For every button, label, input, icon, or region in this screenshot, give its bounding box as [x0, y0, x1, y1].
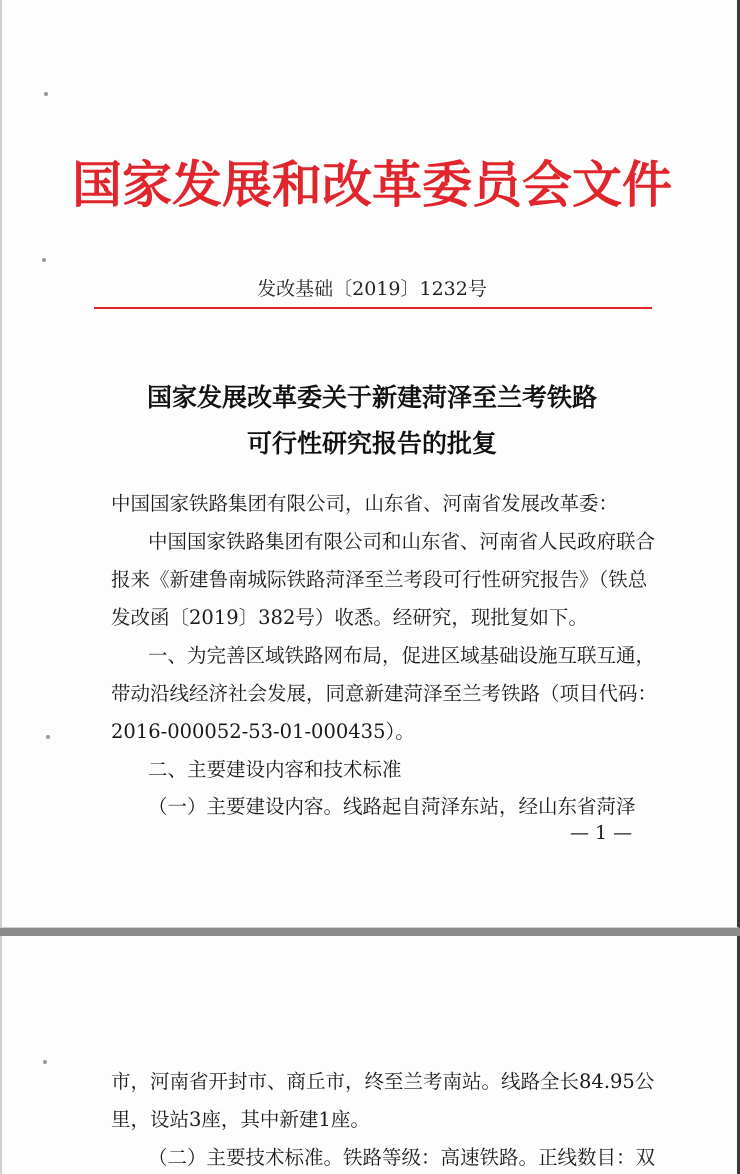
- body-text-line: 发改函〔2019〕382号）收悉。经研究，现批复如下。: [111, 606, 588, 629]
- body-text-line: 市，河南省开封市、商丘市，终至兰考南站。线路全长84.95公: [111, 1070, 655, 1093]
- body-text-line: 中国国家铁路集团有限公司和山东省、河南省人民政府联合: [148, 530, 656, 553]
- header-divider: [94, 307, 652, 309]
- body-text-line: 报来《新建鲁南城际铁路菏泽至兰考段可行性研究报告》（铁总: [111, 568, 648, 591]
- scan-speck: [46, 735, 50, 739]
- document-number: 发改基础〔2019〕1232号: [257, 278, 487, 300]
- page-separator: [0, 928, 740, 936]
- body-text-line: 带动沿线经济社会发展，同意新建菏泽至兰考铁路（项目代码：: [111, 682, 658, 705]
- document-title-line-1: 国家发展改革委关于新建菏泽至兰考铁路: [146, 383, 597, 412]
- addressee-line: 中国国家铁路集团有限公司，山东省、河南省发展改革委：: [111, 492, 619, 515]
- body-text-line: （二）主要技术标准。铁路等级：高速铁路。正线数目：双: [148, 1146, 656, 1169]
- document-page-2: [0, 936, 740, 1174]
- scan-speck: [42, 258, 46, 262]
- scan-speck: [44, 92, 48, 96]
- section-heading: 二、主要建设内容和技术标准: [148, 758, 402, 781]
- page-number: — 1 —: [570, 822, 633, 844]
- body-text-line: 一、为完善区域铁路网布局，促进区域基础设施互联互通，: [148, 644, 656, 667]
- body-text-line: （一）主要建设内容。线路起自菏泽东站，经山东省菏泽: [148, 795, 636, 818]
- body-text-line: 2016-000052-53-01-000435）。: [111, 720, 415, 743]
- document-header: 国家发展和改革委员会文件: [72, 155, 672, 214]
- document-title-line-2: 可行性研究报告的批复: [246, 429, 497, 458]
- scan-speck: [43, 1060, 47, 1064]
- body-text-line: 里，设站3座，其中新建1座。: [111, 1108, 370, 1131]
